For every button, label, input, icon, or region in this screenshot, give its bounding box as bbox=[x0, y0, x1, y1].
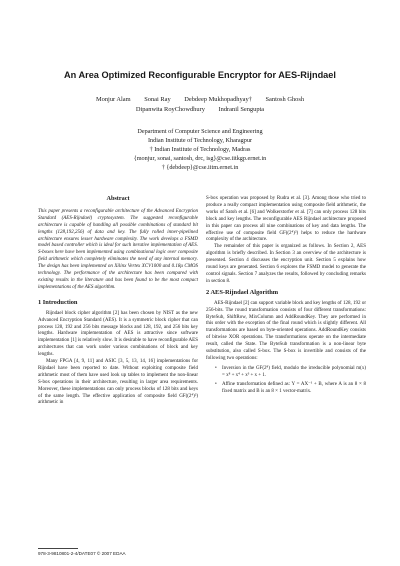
author-email-2: † {debdeep}@cse.iitm.ernet.in bbox=[161, 164, 239, 171]
author-name: Debdeep Mukhopadhyay† bbox=[184, 96, 252, 103]
author-emails: {monjur, sonai, santosh, drc, isg}@cse.iitkgp.ernet.in bbox=[133, 155, 267, 162]
abstract-text: This paper presents a reconfigurable architecture of the Advanced Encryption Standard (AES-Rijndael) cryptosystem. The suggested reconfigurable architecture is capable of handling all possible combinations of standard bit lengths (128,192,256) of data and key. The fully rolled inner-pipelined architecture ensures lesser hardware complexity. The work develops a FSMD model based controller which is ideal for such iterative implementation of AES. S-boxes here have been implemented using combinational logic over composite field arithmetic which completely eliminates the need of any internal memory. The design has been implemented on Xilinx Vertex XCV1000 and 0.18μ CMOS technology. The performance of the architecture has been compared with existing results in the literature and has been found to be the most compact implementations of the AES algorithm. bbox=[38, 208, 198, 290]
left-column bbox=[38, 196, 198, 407]
footer-divider bbox=[38, 548, 78, 549]
copyright-footer: 978-3-9810801-2-4/DATE07 © 2007 EDAA bbox=[38, 551, 126, 556]
affiliation-department: Department of Computer Science and Engineering bbox=[137, 128, 263, 135]
abstract-heading: Abstract bbox=[106, 195, 130, 202]
author-name: Monjur Alam bbox=[95, 96, 131, 103]
author-name: Indranil Sengupta bbox=[218, 106, 265, 113]
sbox-operations-list bbox=[206, 366, 366, 396]
section-heading-aes: 2 AES-Rijndael Algorithm bbox=[206, 288, 279, 296]
author-name: Dipanwita RoyChowdhury bbox=[135, 106, 205, 113]
intro-paragraph-1: Rijndael block cipher algorithm [2] has been chosen by NIST as the new Advanced Encryption Standard (AES). It is a symmetric block cipher that can process 128, 192 and 256 bits message blocks and 128, 192, and 256 bits key lengths. Hardware implementation of AES is attractive since software implementation [1] is relatively slow. It is desirable to have reconfigurable AES architectures that can work under various combinations of block and key lengths. bbox=[38, 310, 198, 358]
intro-paragraph-3: S-box operation was proposed by Rudra et al. [3]. Among those who tried to produce a really compact implementation using composite field arithmetic, the works of Satoh et al. [6] and Wolkerstorfer et al. [7] can only process 128 bits block and key lengths. The reconfigurable AES Rijndael architecture proposed in this paper can process all nine combinations of key and data lengths. The effective use of composite field GF((2⁴)²) helps to reduce the hardware complexity of the architecture. bbox=[206, 196, 366, 243]
intro-paragraph-2: Many FPGA [4, 9, 11] and ASIC [3, 5, 13, 14, 16] implementations for Rijndael have been reported to date. Without exploiting composite field arithmetic most of them have used look up tables to implement the non-linear S-box operations in their architecture, resulting in larger area requirements. Moreover, these implementations can only process blocks of 128 bits and keys of the same length. The effective application of composite field GF((2⁴)²) arithmetic in bbox=[38, 359, 198, 406]
list-item: • Affine transformation defined as: Y = AX⁻¹ + B, where A is an 8 × 8 fixed matrix and B is an 8 × 1 vector-matrix. bbox=[216, 382, 366, 396]
authors-line-2 bbox=[0, 106, 400, 113]
affiliation-institute: Indian Institute of Technology, Kharagpur bbox=[147, 137, 253, 144]
author-name: Santosh Ghosh bbox=[265, 96, 305, 103]
right-column bbox=[206, 196, 366, 397]
aes-paragraph-1: AES-Rijndael [2] can support variable block and key lengths of 128, 192 or 256-bits. The round transformation consists of four different transformations: ByteSub, ShiftRow, MixColumn and AddRoundKey. They are performed in this order with the exception of the final round which is slightly different. All transformations are based on byte-oriented operations. AddRoundKey consists of bitwise XOR operations. The transformations operate on the intermediate result, called the State. The ByteSub transformation is a non-linear byte substitution, also called S-box. The S-box is invertible and consists of the following two operations: bbox=[206, 300, 366, 361]
affiliation-institute-2: † Indian Institute of Technology, Madras bbox=[149, 146, 251, 153]
author-name: Sonai Ray bbox=[144, 96, 171, 103]
paper-title: An Area Optimized Reconfigurable Encryptor for AES-Rijndael bbox=[64, 70, 336, 80]
list-item: • Inversion in the GF(2⁸) field, modulo the irreducible polynomial m(x) = x⁸ + x⁴ + x³ + x + 1. bbox=[216, 366, 366, 380]
authors-line-1 bbox=[0, 96, 400, 103]
intro-paragraph-4: The remainder of this paper is organized as follows. In Section 2, AES algorithm is briefly described. In Section 3 an overview of the architecture is presented. Section 4 discusses the encryption unit. Section 5 explains how round keys are generated. Section 6 explores the FSMD model to generate the control signals. Section 7 analyzes the results, followed by concluding remarks in section 8. bbox=[206, 244, 366, 284]
section-heading-introduction: 1 Introduction bbox=[38, 298, 78, 306]
